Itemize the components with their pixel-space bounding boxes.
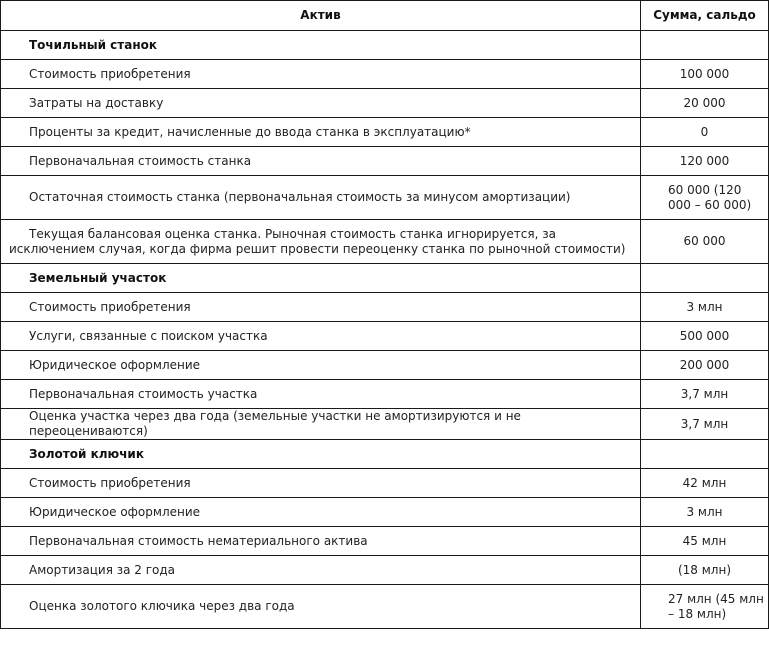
table-row — [1, 469, 769, 498]
column-header-amount: Сумма, сальдо — [641, 1, 769, 31]
table-row — [1, 176, 769, 220]
row-label: Стоимость приобретения — [1, 469, 641, 498]
row-label: Первоначальная стоимость участка — [1, 380, 641, 409]
row-label: Стоимость приобретения — [1, 60, 641, 89]
row-value: 27 млн (45 млн – 18 млн) — [641, 585, 769, 629]
table-row — [1, 556, 769, 585]
row-label: Амортизация за 2 года — [1, 556, 641, 585]
row-value: 100 000 — [641, 60, 769, 89]
row-label: Первоначальная стоимость станка — [1, 147, 641, 176]
table-row — [1, 409, 769, 440]
row-value: 20 000 — [641, 89, 769, 118]
row-label: Проценты за кредит, начисленные до ввода станка в эксплуатацию* — [1, 118, 641, 147]
column-header-asset: Актив — [1, 1, 641, 31]
row-value: 60 000 (120 000 – 60 000) — [641, 176, 769, 220]
row-value: 500 000 — [641, 322, 769, 351]
row-value: 200 000 — [641, 351, 769, 380]
table-header-row — [1, 1, 769, 31]
table-row — [1, 89, 769, 118]
table-row — [1, 118, 769, 147]
row-label: Юридическое оформление — [1, 498, 641, 527]
row-label: Оценка золотого ключика через два года — [1, 585, 641, 629]
table-row — [1, 498, 769, 527]
row-label: Затраты на доставку — [1, 89, 641, 118]
row-value: 3 млн — [641, 293, 769, 322]
row-value: 120 000 — [641, 147, 769, 176]
row-value: 60 000 — [641, 220, 769, 264]
section-row — [1, 264, 769, 293]
row-label: Юридическое оформление — [1, 351, 641, 380]
section-value-empty — [641, 440, 769, 469]
row-value: 0 — [641, 118, 769, 147]
table-row — [1, 293, 769, 322]
section-value-empty — [641, 264, 769, 293]
section-title: Точильный станок — [1, 31, 641, 60]
row-value: 42 млн — [641, 469, 769, 498]
row-label: Текущая балансовая оценка станка. Рыночная стоимость станка игнорируется, за исключением случая, когда фирма решит провести переоценку станка по рыночной стоимости) — [1, 220, 641, 264]
table-row — [1, 527, 769, 556]
section-title: Золотой ключик — [1, 440, 641, 469]
row-label: Стоимость приобретения — [1, 293, 641, 322]
table-row — [1, 380, 769, 409]
row-label: Первоначальная стоимость нематериального актива — [1, 527, 641, 556]
row-value: 45 млн — [641, 527, 769, 556]
table-row — [1, 220, 769, 264]
table-row — [1, 147, 769, 176]
section-row — [1, 31, 769, 60]
section-title: Земельный участок — [1, 264, 641, 293]
table-row — [1, 60, 769, 89]
table-row — [1, 585, 769, 629]
row-label: Услуги, связанные с поиском участка — [1, 322, 641, 351]
table-row — [1, 322, 769, 351]
row-value: 3,7 млн — [641, 380, 769, 409]
row-value: (18 млн) — [641, 556, 769, 585]
row-label: Остаточная стоимость станка (первоначальная стоимость за минусом амортизации) — [1, 176, 641, 220]
section-row — [1, 440, 769, 469]
row-value: 3 млн — [641, 498, 769, 527]
table-row — [1, 351, 769, 380]
section-value-empty — [641, 31, 769, 60]
row-value: 3,7 млн — [641, 409, 769, 440]
row-label: Оценка участка через два года (земельные участки не амортизируются и не переоцениваются) — [1, 409, 641, 440]
